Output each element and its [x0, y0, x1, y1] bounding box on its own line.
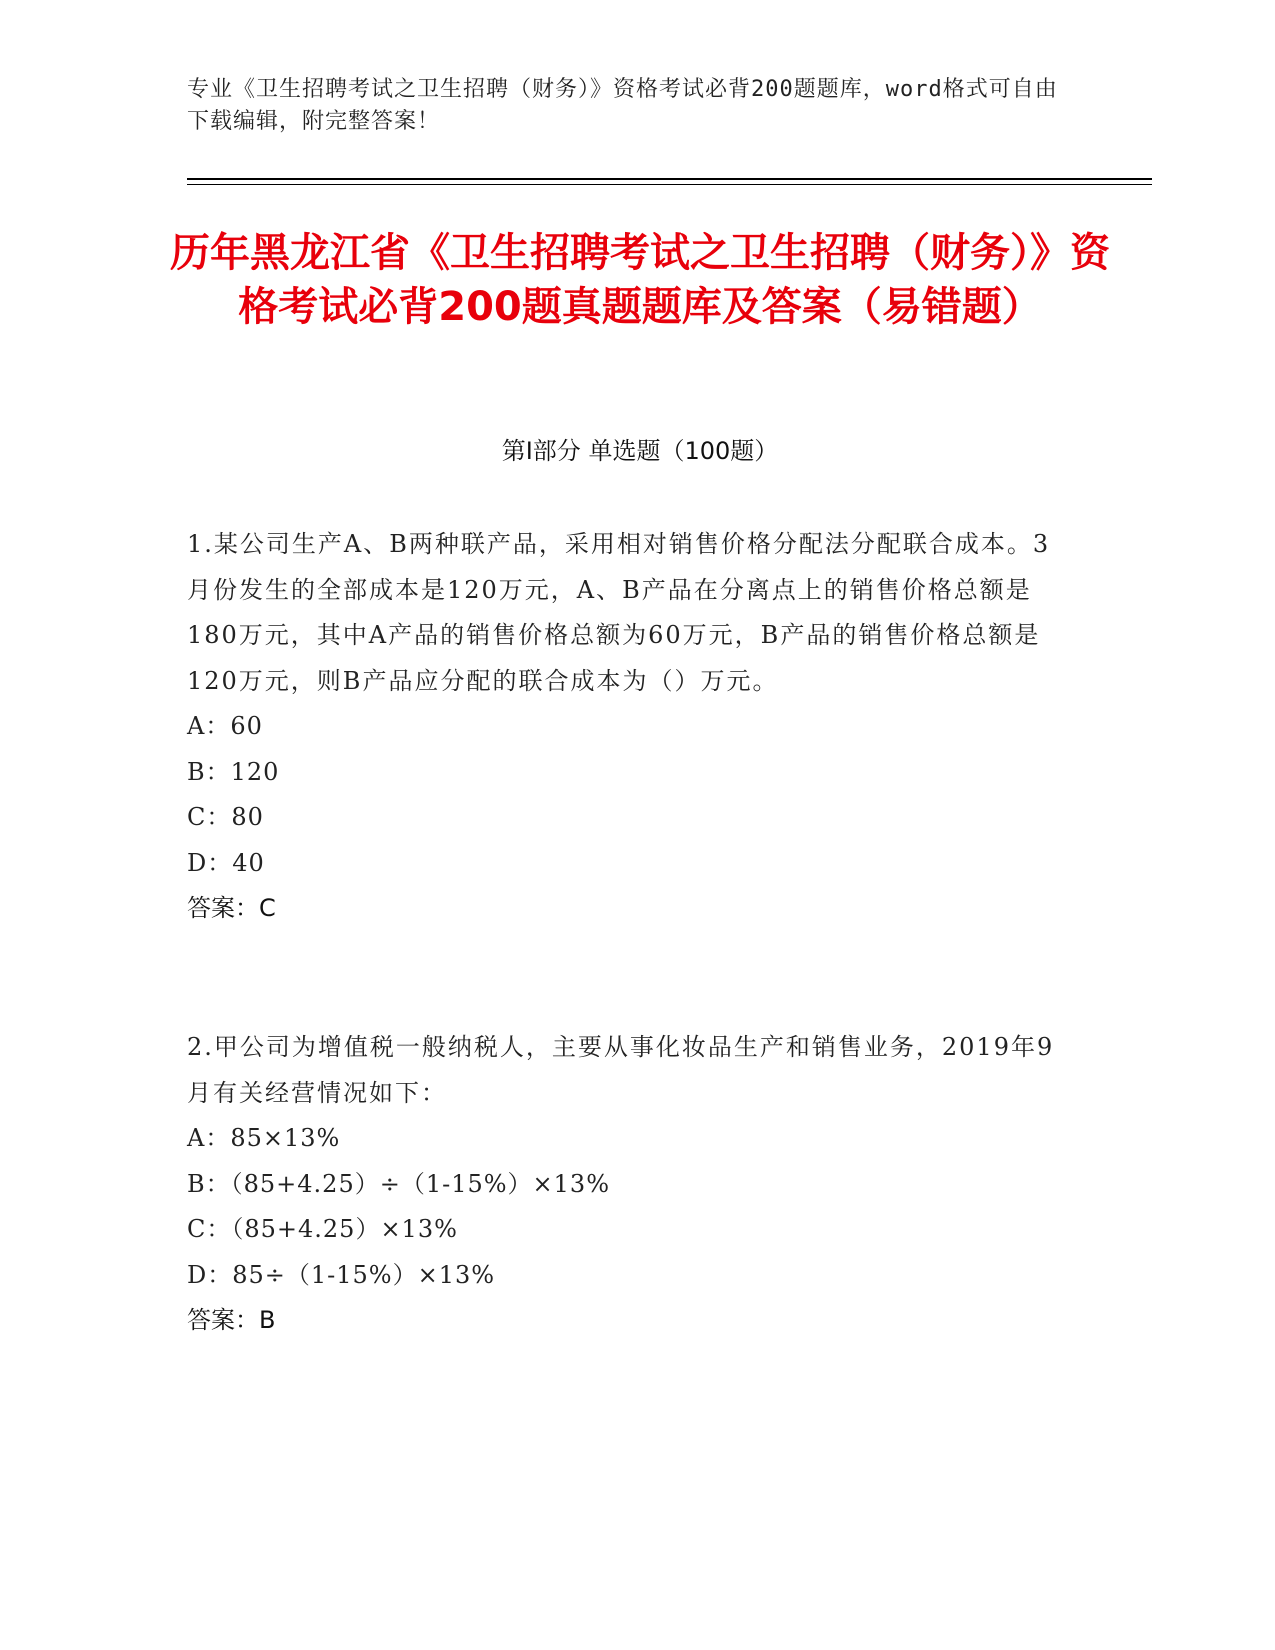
option-c: C：（85+4.25）×13% [187, 1215, 458, 1243]
header-divider-thin [187, 184, 1152, 185]
question-stem: 1.某公司生产A、B两种联产品，采用相对销售价格分配法分配联合成本。3月份发生的全部成本是120万元，A、B产品在分离点上的销售价格总额是180万元，其中A产品的销售价格总额为60万元，B产品的销售价格总额是120万元，则B产品应分配的联合成本为（）万元。 [187, 530, 1051, 695]
question-2 [187, 1025, 1067, 1344]
option-b: B：120 [187, 757, 280, 786]
header-divider-thick [187, 178, 1152, 180]
question-stem: 2.甲公司为增值税一般纳税人，主要从事化妆品生产和销售业务，2019年9月有关经营情况如下： [187, 1033, 1055, 1107]
option-a: A：60 [187, 712, 263, 740]
option-c: C：80 [187, 803, 264, 831]
option-a: A：85×13% [187, 1124, 341, 1152]
answer-line: 答案：C [187, 894, 276, 922]
header-note: 专业《卫生招聘考试之卫生招聘（财务）》资格考试必背200题题库，word格式可自由下载编辑，附完整答案！ [187, 77, 1058, 134]
option-d: D：40 [187, 848, 265, 877]
document-title: 历年黑龙江省《卫生招聘考试之卫生招聘（财务）》资格考试必背200题真题题库及答案（易错题） [170, 230, 1110, 330]
option-d: D：85÷（1-15%）×13% [187, 1260, 496, 1289]
option-b: B：（85+4.25）÷（1-15%）×13% [187, 1169, 611, 1198]
section-heading: 第I部分 单选题（100题） [501, 437, 779, 465]
answer-line: 答案：B [187, 1306, 276, 1334]
question-1 [187, 522, 1067, 932]
